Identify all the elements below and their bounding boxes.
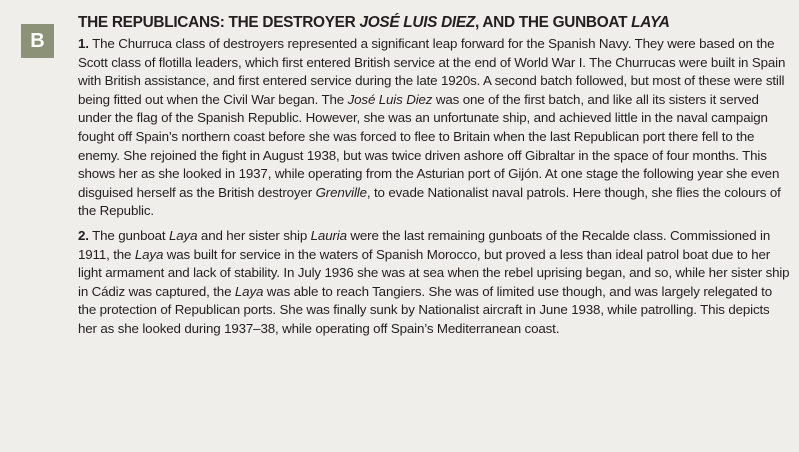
paragraph-2 [78,227,790,339]
paragraph-2-number: 2. [78,227,89,243]
paragraph-1-ship-name-2: Grenville [315,184,367,200]
section-content [78,13,790,345]
paragraph-2-ship-name-3: Laya [134,246,164,262]
paragraph-1-number: 1. [78,36,89,51]
paragraph-1-ship-name-1: José Luis Diez [347,91,433,107]
section-heading [78,13,790,33]
paragraph-2-ship-name-4: Laya [234,283,264,299]
heading-ship-name-1: JOSÉ LUIS DIEZ [359,14,475,31]
heading-text-1: THE REPUBLICANS: THE DESTROYER [78,14,360,31]
paragraph-1-text-3: , to evade Nationalist naval patrols. Here though, she flies the colours of the Republic. [78,184,781,219]
paragraph-2-text-1: The gunboat [88,227,170,243]
section-letter: B [30,30,45,52]
paragraph-2-text-3: were the last remaining gunboats of the Recalde class. Commissioned in 1911, the [78,227,771,262]
heading-ship-name-2: LAYA [631,14,670,31]
paragraph-2-ship-name-1: Laya [169,227,198,243]
paragraph-2-ship-name-2: Lauria [310,227,347,243]
heading-text-2: , AND THE GUNBOAT [474,14,632,31]
section-badge [21,24,54,58]
paragraph-1-text-1: The Churruca class of destroyers represented a significant leap forward for the Spanish Navy. They were based on the Scott class of flotilla leaders, which first entered British service at the end of World War I. The Churrucas were built in Spain with British assistance, and first entered service during the late 1920s. A second batch followed, but most of these were still being fitted out when the Civil War began. The [78,36,786,107]
paragraph-1 [78,35,790,221]
paragraph-2-text-5: was able to reach Tangiers. She was of limited use though, and was largely relegated to the protection of Republican ports. She was finally sunk by Nationalist aircraft in June 1938, while patrolling. This depicts her as she looked during 1937–38, while operating off Spain’s Mediterranean coast. [78,283,773,336]
paragraph-2-text-2: and her sister ship [197,227,311,243]
paragraph-1-text-2: was one of the first batch, and like all its sisters it served under the flag of the Spanish Republic. However, she was an unfortunate ship, and achieved little in the naval campaign fought off Spain’s northern coast before she was forced to flee to Britain when the last Republican port there fell to the enemy. She rejoined the fight in August 1938, but was twice driven ashore off Gibraltar in the space of four months. This shows her as she looked in 1937, while operating from the Asturian port of Gijón. At one stage the following year she even disguised herself as the British destroyer [78,91,780,200]
paragraph-2-text-4: was built for service in the waters of Spanish Morocco, but proved a less than ideal patrol boat due to her light armament and lack of stability. In July 1936 she was at sea when the rebel uprising began, and so, while her sister ship in Cádiz was captured, the [78,246,790,299]
